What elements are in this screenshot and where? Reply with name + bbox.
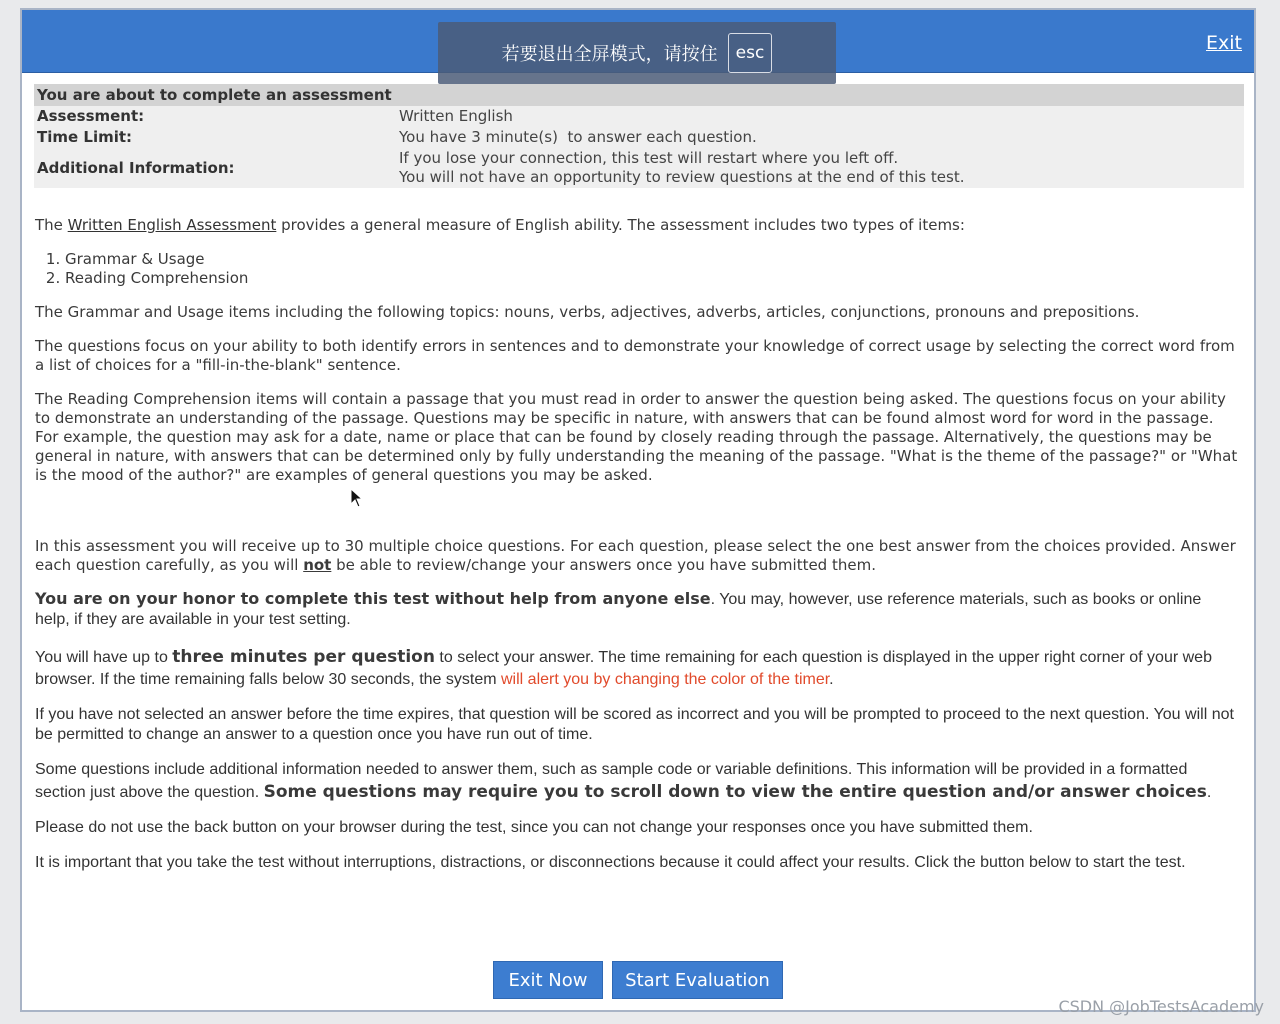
intro-paragraph (35, 216, 1240, 235)
info-row-time-limit (34, 127, 1244, 148)
assessment-info-box (34, 84, 1244, 188)
assessment-label: Assessment: (37, 107, 145, 125)
additional-info-paragraph (35, 759, 1240, 804)
additional-info-line-1: If you lose your connection, this test will restart where you left off. (399, 149, 899, 167)
exit-link[interactable]: Exit (1206, 32, 1242, 54)
list-item: 1. Grammar & Usage (65, 250, 1240, 269)
assessment-window (20, 8, 1256, 1012)
item-types-list (35, 250, 1240, 288)
scroll-bold: Some questions may require you to scroll down to view the entire question and/or answer choices (263, 782, 1207, 802)
fullscreen-notice (438, 22, 836, 84)
list-item: 2. Reading Comprehension (65, 269, 1240, 288)
intro-suffix: provides a general measure of English ability. The assessment includes two types of items: (276, 216, 965, 234)
time-paragraph (35, 646, 1240, 691)
additional-info-label: Additional Information: (37, 159, 235, 177)
time-limit-label: Time Limit: (37, 128, 133, 146)
multiple-choice-paragraph (35, 537, 1240, 575)
fullscreen-notice-text: 若要退出全屏模式，请按住 (501, 44, 718, 65)
scroll-text-a: Some questions include additional information needed to answer them, such as sample code or variable definitions. This information will be provided in a formatted section just above the question. (35, 761, 1188, 801)
assessment-link[interactable]: Written English Assessment (67, 216, 277, 234)
time-text-a: You will have up to (35, 649, 173, 666)
timer-alert-text: will alert you by changing the color of the timer (501, 671, 830, 688)
expire-paragraph: If you have not selected an answer before the time expires, that question will be scored as incorrect and you will be prompted to proceed to the next question. You will not be permitted to change an answer to a question once you have run out of time. (35, 706, 1234, 743)
additional-info-line-2: You will not have an opportunity to review questions at the end of this test. (399, 168, 965, 186)
grammar-paragraph: The Grammar and Usage items including the following topics: nouns, verbs, adjectives, adverbs, articles, conjunctions, pronouns and prepositions. (35, 303, 1140, 321)
honor-rest: . You may, however, use reference materials, such as books or online help, if they are available in your test setting. (35, 591, 1202, 628)
time-limit-value: You have 3 minute(s) to answer each question. (399, 128, 757, 146)
mouse-cursor-icon (350, 488, 364, 510)
time-bold: three minutes per question (172, 647, 435, 667)
back-button-paragraph: Please do not use the back button on your browser during the test, since you can not change your responses once you have submitted them. (35, 819, 1033, 836)
additional-info-value (399, 149, 1241, 187)
mc-text-a: In this assessment you will receive up to 30 multiple choice questions. For each question, please select the one best answer from the choices provided. Answer each question carefully, as you will (35, 537, 1236, 574)
instructions (35, 210, 1240, 873)
info-row-assessment (34, 106, 1244, 127)
intro-prefix: The (35, 216, 68, 234)
info-heading: You are about to complete an assessment (34, 84, 1244, 106)
questions-focus-paragraph: The questions focus on your ability to both identify errors in sentences and to demonstrate your knowledge of correct usage by selecting the correct word from a list of choices for a "fill-in-the-blank" sentence. (35, 337, 1235, 374)
exit-now-button[interactable]: Exit Now (493, 961, 603, 999)
start-evaluation-button[interactable]: Start Evaluation (612, 961, 783, 999)
time-text-b: to select your answer. The time remaining for each question is displayed in the upper right corner of your web browser. If the time remaining falls below 30 seconds, the system (35, 649, 1212, 688)
reading-paragraph: The Reading Comprehension items will contain a passage that you must read in order to answer the question being asked. The questions focus on your ability to demonstrate an understanding of the passage. Questions may be specific in nature, with answers that can be found almost word for word in the passage. For example, the question may ask for a date, name or place that can be found by closely reading through the passage. Alternatively, the questions may be general in nature, with answers that can be determined only by fully understanding the meaning of the passage. "What is the theme of the passage?" or "What is the mood of the author?" are examples of general questions you may be asked. (35, 390, 1238, 484)
info-row-additional (34, 148, 1244, 188)
interruptions-paragraph: It is important that you take the test without interruptions, distractions, or disconnections because it could affect your results. Click the button below to start the test. (35, 854, 1186, 871)
time-text-c: . (829, 671, 834, 688)
scroll-text-b: . (1206, 784, 1212, 801)
mc-text-b: be able to review/change your answers once you have submitted them. (331, 556, 876, 574)
esc-key: esc (728, 33, 773, 73)
assessment-value: Written English (399, 107, 513, 125)
honor-bold: You are on your honor to complete this test without help from anyone else (35, 589, 711, 608)
honor-paragraph (35, 589, 1240, 630)
watermark: CSDN @JobTestsAcademy (1058, 997, 1264, 1016)
not-emphasis: not (303, 556, 332, 574)
